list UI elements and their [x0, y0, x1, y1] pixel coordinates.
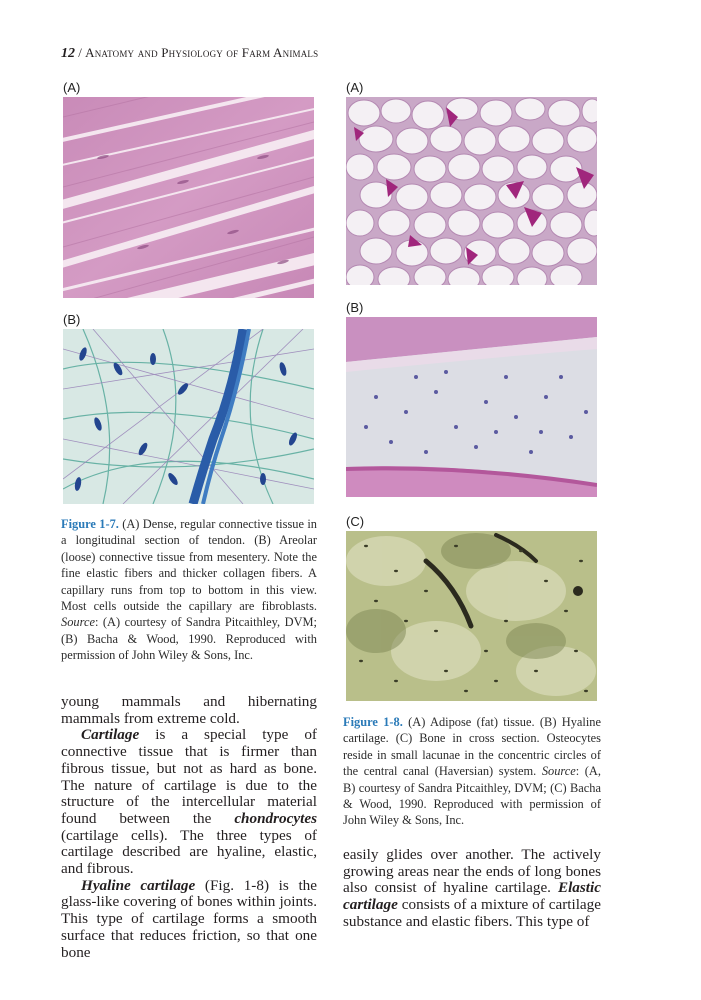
- fig-1-8-panel-c-label: (C): [346, 514, 365, 529]
- running-head: [61, 45, 318, 62]
- fig-1-8-panel-a-label: (A): [346, 80, 364, 95]
- cartilage-text-b: (cartilage cells). The three types of cartilage described are hyaline, elastic, and fibrous.: [61, 826, 317, 878]
- tendon-micrograph: [63, 97, 314, 298]
- figure-1-8-caption: [343, 714, 601, 829]
- fig-1-7-panel-a-label: (A): [63, 80, 81, 95]
- figure-1-8-source-label: Source: [541, 764, 576, 779]
- paragraph-continuation: young mammals and hibernating mammals from extreme cold.: [61, 693, 317, 727]
- left-column-text: [61, 694, 317, 961]
- bone-cross-section-micrograph: [346, 531, 597, 701]
- elastic-text-a: easily glides over another. The actively growing areas near the ends of long bones also consist of hyaline cartilage.: [343, 846, 601, 897]
- adipose-tissue-micrograph: [346, 97, 597, 285]
- figure-1-7-caption-text: (A) Dense, regular connective tissue in a longitudinal section of tendon. (B) Areolar (loose) connective tissue from mesentery. Note the fine elastic fibers and thicker collagen fibers. A capillary runs from top to bottom in this view. Most cells outside the capillary are fibroblasts.: [61, 517, 317, 614]
- term-chondrocytes: chondrocytes: [234, 809, 317, 827]
- figure-1-7-caption: [61, 516, 317, 664]
- hyaline-text: (Fig. 1-8) is the glass-like covering of bones within joints. This type of cartilage forms a smooth surface that reduces friction, so that one bone: [61, 876, 317, 961]
- paragraph-elastic: [343, 847, 601, 931]
- term-elastic-cartilage: Elastic cartilage: [343, 879, 601, 914]
- figure-1-8-label: Figure 1-8.: [343, 715, 403, 729]
- term-hyaline-cartilage: Hyaline cartilage: [81, 876, 196, 894]
- figure-1-7-source-text: : (A) courtesy of Sandra Pitcaithley, DVM; (B) Bacha & Wood, 1990. Reproduced with permission of John Wiley & Sons, Inc.: [61, 615, 317, 663]
- figure-1-7-source-label: Source: [61, 615, 95, 630]
- fig-1-8-panel-b-label: (B): [346, 300, 364, 315]
- page-number: 12: [61, 46, 75, 61]
- header-separator: /: [78, 45, 82, 60]
- fig-1-7-panel-b-label: (B): [63, 312, 81, 327]
- book-title: Anatomy and Physiology of Farm Animals: [85, 45, 319, 60]
- cartilage-text-a: is a special type of connective tissue that is firmer than fibrous tissue, but not as hard as bone. The nature of cartilage is due to the structure of the intercellular material found between the: [61, 726, 317, 827]
- figure-1-8-source-text: : (A, B) courtesy of Sandra Pitcaithley, DVM; (C) Bacha & Wood, 1990. Reproduced with permission of John Wiley & Sons, Inc.: [343, 764, 601, 828]
- areolar-tissue-micrograph: [63, 329, 314, 504]
- term-cartilage: Cartilage: [81, 726, 140, 744]
- right-column-text: [343, 847, 601, 931]
- hyaline-cartilage-micrograph: [346, 317, 597, 497]
- paragraph-hyaline: [61, 878, 317, 962]
- figure-1-7-label: Figure 1-7.: [61, 517, 119, 531]
- figure-1-8-caption-text: (A) Adipose (fat) tissue. (B) Hyaline cartilage. (C) Bone in cross section. Osteocytes reside in small lacunae in the concentric circles of the central canal (Haversian) system.: [343, 715, 601, 779]
- paragraph-cartilage: [61, 727, 317, 877]
- elastic-text-b: consists of a mixture of cartilage substance and elastic fibers. This type of: [343, 896, 601, 930]
